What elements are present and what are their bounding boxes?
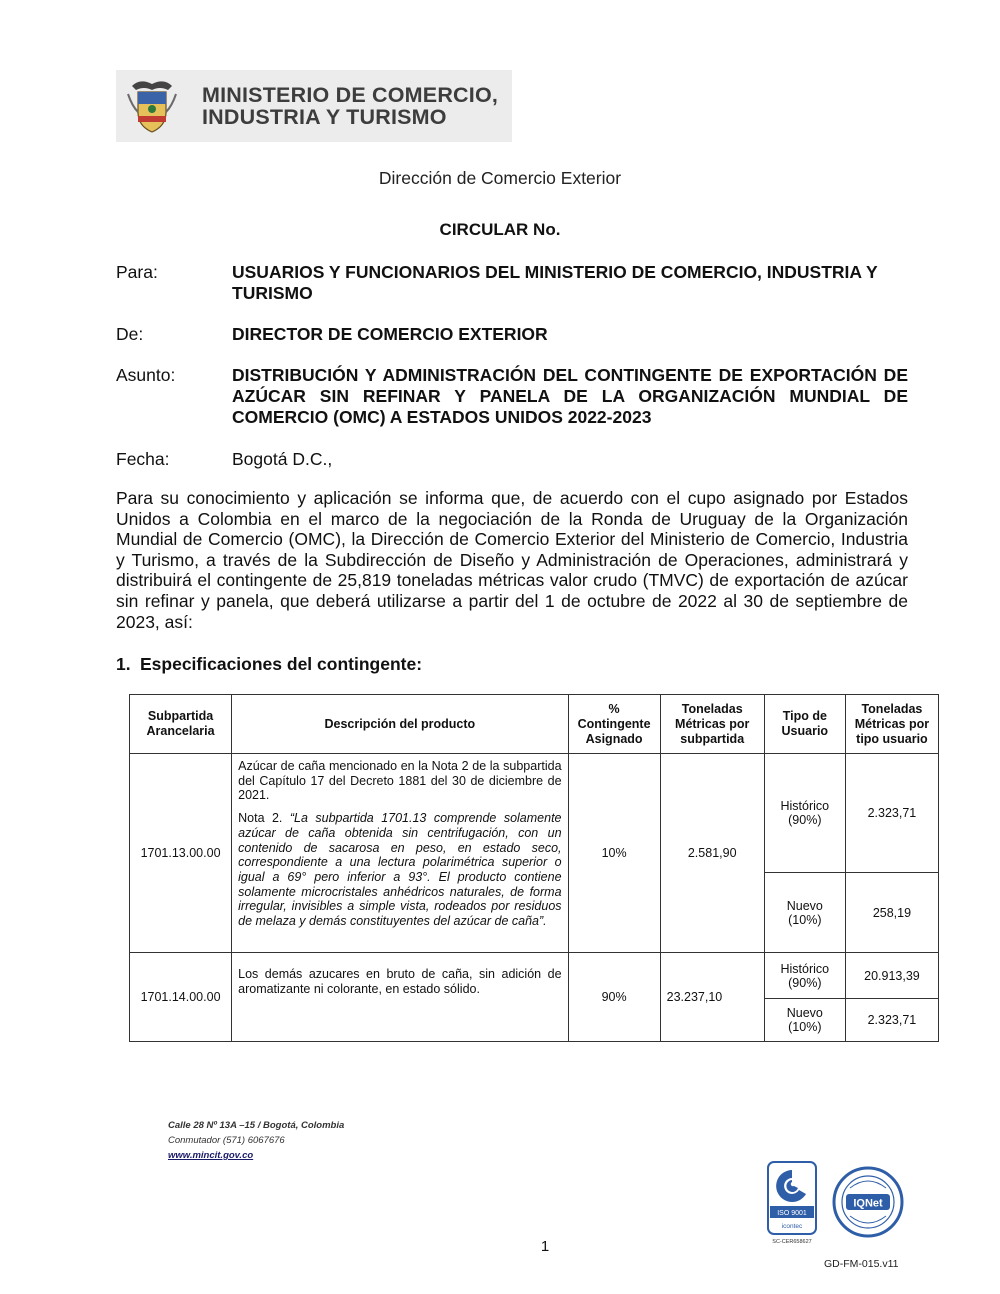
desc-paragraph: Azúcar de caña mencionado en la Nota 2 de la subpartida del Capítulo 17 del Decreto 1881 del 30 de diciembre de 2021. bbox=[238, 759, 562, 803]
footer-website-link[interactable]: www.mincit.gov.co bbox=[168, 1150, 254, 1161]
cell-descripcion bbox=[232, 754, 568, 953]
ministry-logo bbox=[116, 70, 512, 142]
cell-tipo-usuario: Nuevo (10%) bbox=[764, 873, 845, 953]
cell-tipo-usuario: Histórico (90%) bbox=[764, 953, 845, 999]
cell-toneladas-tipo: 20.913,39 bbox=[845, 953, 938, 999]
iso-label: ISO 9001 bbox=[777, 1210, 807, 1217]
table-header-row bbox=[130, 695, 939, 754]
footer-phone: Conmutador (571) 6067676 bbox=[168, 1135, 285, 1146]
section-title: Especificaciones del contingente: bbox=[140, 654, 423, 674]
icontec-certification-icon bbox=[766, 1160, 818, 1246]
cell-toneladas: 2.581,90 bbox=[660, 754, 764, 953]
desc-note bbox=[238, 811, 561, 929]
header-porcentaje: % Contingente Asignado bbox=[568, 695, 660, 754]
cell-toneladas-tipo: 258,19 bbox=[845, 873, 938, 953]
logo-line2: INDUSTRIA Y TURISMO bbox=[202, 105, 447, 129]
cert-code: SC-CER658627 bbox=[772, 1239, 812, 1245]
icontec-label: icontec bbox=[781, 1223, 803, 1230]
coat-of-arms-icon bbox=[126, 76, 178, 136]
cell-tipo-usuario: Histórico (90%) bbox=[764, 754, 845, 873]
de-label: De: bbox=[116, 324, 144, 344]
iqnet-label: IQNet bbox=[853, 1197, 883, 1210]
cell-subpartida: 1701.14.00.00 bbox=[130, 953, 232, 1042]
header-toneladas-subpartida: Toneladas Métricas por subpartida bbox=[660, 695, 764, 754]
header-tipo-usuario: Tipo de Usuario bbox=[764, 695, 845, 754]
note-prefix: Nota 2. bbox=[238, 811, 283, 826]
table-row bbox=[130, 953, 939, 999]
intro-paragraph: Para su conocimiento y aplicación se informa que, de acuerdo con el cupo asignado por Estados Unidos a Colombia en el marco de la negociación de la Ronda de Uruguay de la Organización Mundial de Comercio (OMC), la Dirección de Comercio Exterior del Ministerio de Comercio, Industria y Turismo, a través de la Subdirección de Diseño y Administración de Operaciones, administrará y distribuirá el contingente de 25,819 toneladas métricas valor crudo (TMVC) de exportación de azúcar sin refinar y panela, que deberá utilizarse a partir del 1 de octubre de 2022 al 30 de septiembre de 2023, así: bbox=[116, 488, 908, 632]
document-code: GD-FM-015.v11 bbox=[824, 1258, 899, 1270]
circular-title: CIRCULAR No. bbox=[439, 220, 561, 239]
para-value: USUARIOS Y FUNCIONARIOS DEL MINISTERIO DE COMERCIO, INDUSTRIA Y TURISMO bbox=[232, 262, 878, 303]
cell-porcentaje: 90% bbox=[568, 953, 660, 1042]
fecha-value: Bogotá D.C., bbox=[232, 449, 333, 469]
page-number: 1 bbox=[540, 1238, 550, 1255]
cell-toneladas-tipo: 2.323,71 bbox=[845, 754, 938, 873]
cell-subpartida: 1701.13.00.00 bbox=[130, 754, 232, 953]
asunto-value: DISTRIBUCIÓN Y ADMINISTRACIÓN DEL CONTINGENTE DE EXPORTACIÓN DE AZÚCAR SIN REFINAR Y PANELA DE LA ORGANIZACIÓN MUNDIAL DE COMERCIO (OMC) A ESTADOS UNIDOS 2022-2023 bbox=[232, 365, 908, 427]
header-toneladas-tipo: Toneladas Métricas por tipo usuario bbox=[845, 695, 938, 754]
section-heading bbox=[116, 654, 422, 675]
logo-line1: MINISTERIO DE COMERCIO, bbox=[202, 83, 499, 107]
table-row bbox=[130, 754, 939, 873]
cell-descripcion: Los demás azucares en bruto de caña, sin adición de aromatizante ni colorante, en estado sólido. bbox=[232, 953, 568, 1042]
header-subpartida: Subpartida Arancelaria bbox=[130, 695, 232, 754]
iqnet-certification-icon bbox=[832, 1166, 904, 1238]
asunto-label: Asunto: bbox=[116, 365, 176, 385]
logo-text bbox=[202, 84, 498, 128]
contingent-table bbox=[129, 694, 939, 1042]
cell-tipo-usuario: Nuevo (10%) bbox=[764, 999, 845, 1042]
de-value: DIRECTOR DE COMERCIO EXTERIOR bbox=[232, 324, 548, 344]
fecha-label: Fecha: bbox=[116, 449, 170, 469]
header-descripcion: Descripción del producto bbox=[232, 695, 568, 754]
para-label: Para: bbox=[116, 262, 158, 282]
section-number: 1. bbox=[116, 654, 131, 674]
department-title: Dirección de Comercio Exterior bbox=[378, 168, 622, 188]
footer-address-block bbox=[168, 1118, 344, 1163]
cell-toneladas-tipo: 2.323,71 bbox=[845, 999, 938, 1042]
footer-address: Calle 28 Nº 13A –15 / Bogotá, Colombia bbox=[168, 1120, 345, 1131]
cell-porcentaje: 10% bbox=[568, 754, 660, 953]
cell-toneladas: 23.237,10 bbox=[660, 953, 764, 1042]
note-quote: “La subpartida 1701.13 comprende solamente azúcar de caña obtenida sin centrifugación, con un contenido de sacarosa en peso, en estado seco, correspondiente a una lectura polarimétrica superior o igual a 69° pero inferior a 93°. El producto contiene solamente microcristales anhédricos naturales, de forma irregular, invisibles a simple vista, rodeados por residuos de melaza y demás constituyentes del azúcar de caña”. bbox=[238, 811, 562, 929]
